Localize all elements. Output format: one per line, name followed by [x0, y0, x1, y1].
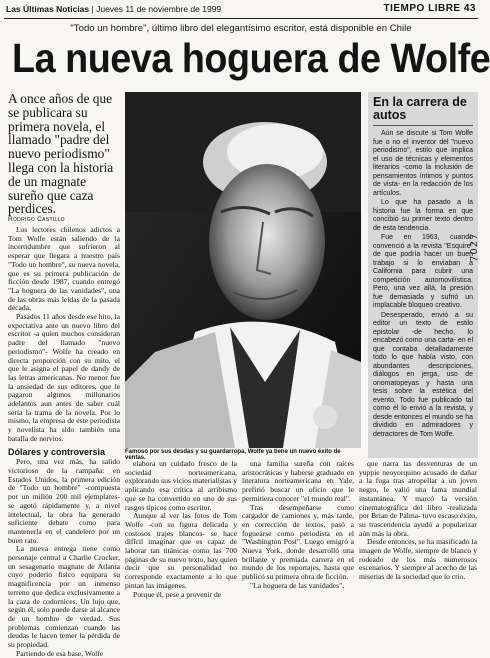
paragraph: Desde entonces, se ha masificado la imagen de Wolfe, siempre de blanco y rodeado de los más numerosos escenarios. Y siempre al acecho de las miserias de la sociedad que lo crio.	[359, 537, 477, 582]
paragraph: elabora un cuidado fresco de la sociedad norteamericana, explorando sus vicios materialistas y aplicando esa crítica al arribismo que se ha convertido en uno de sus rasgos típicos como escritor.	[125, 459, 237, 512]
sidebar-paragraph: Desesperado, envió a su editor un texto de estilo epistolar -de hecho, lo encabezó como una carta- en el que contaba detalladamente todo lo que había visto, con abundantes descripciones, diálogos en jerga, uso de onomatopeyas y hasta una tesis sobre la estética del evento. Todo fue publicado tal como él lo envió a la revista, y desde entonces el mundo se ha dividido en admiradores y detractores de Tom Wolfe.	[373, 311, 474, 438]
page-header	[4, 3, 478, 19]
photo-caption: Famoso por sus desdas y su guardarropa, Wolfe ya tiene un nuevo éxito de ventas.	[125, 449, 341, 461]
sidebar-paragraph: Aún se discute si Tom Wolfe fue o no el inventor del "nuevo periodismo", estilo que implica el uso de técnicas y elementos literarios -como la inclusión de pensamientos íntimos y puntos de vista- en la redacción de los artículos.	[373, 130, 473, 197]
sidebar-title: En la carrera de autos	[373, 96, 473, 126]
headline: La nueva hoguera de Wolfe	[12, 35, 490, 81]
paragraph: que narra las desventuras de un yuppie neoyorquino acusado de dañar a la fuga tras atropellar a un joven negro, le valió una fama mundial instantánea. Y marcó la versión cinematográfica del libro -realizada por Brian de Palma- tuvo escaso éxito, su trascendencia ayudó a popularizar aún más la obra.	[359, 459, 477, 538]
paragraph: Tras desempeñarse como cargador de camiones y, más tarde, en corrección de textos, pasó a fogueárse como periodista en el "Washington Post". Luego emigró a Nueva York, donde desarrolló una brillante y premiada carrera en el mundo de los reportajes, hasta que publicó su primera obra de ficción.	[242, 502, 354, 582]
sidebar-paragraph: Fue en 1963, cuando convenció a la revista "Esquire" de que podría hacer un buen trabajo si lo enviaban a California para cubrir una competición automovilística. Pero, una vez allá, la presión fue demasiada y sufrió un implacable bloqueo creativo.	[373, 234, 473, 309]
section-name: TIEMPO LIBRE	[383, 3, 461, 14]
paragraph: Los lectores chilenos adictos a Tom Wolfe están saliendo de la incertidumbre que sufrieron al esperar que llegara a nuestro país "Todo un hombre", su nueva novela, que es su primera publicación de ficción desde 1987, cuando entregó "La hoguera de las vanidades", una de las obras más leídas de la pasada década.	[8, 225, 120, 313]
paragraph: Aunque al ver las fotos de Tom Wolfe -con su figura delicada y costosos trajes blancos- se hace difícil imaginar que es capaz de laborar tan titánicas como las 700 páginas de su nuevo texto, hay quien decir que su personalidad no corresponde exactamente a lo que pintan las imágenes.	[125, 511, 237, 590]
handwritten-margin-note: 7027	[469, 232, 480, 262]
author-photo	[125, 92, 361, 448]
page-number: 43	[463, 3, 476, 14]
paragraph: Porque él, pese a provenir de	[133, 589, 222, 599]
paragraph: Pero, una vez más, ha salido victorioso de la campaña: en Estados Unidos, la primera edición de "Todo un hombre" -compuesta por un millón 200 mil ejemplares- se agotó rápidamente y, a nivel intelectual, la obra ha generado suficiente debate como para mantenerla en el candelero por un buen rato.	[8, 457, 120, 545]
article-column-3	[242, 460, 354, 591]
issue-date: | Jueves 11 de noviembre de 1999	[91, 4, 222, 14]
article-column-1	[8, 226, 120, 658]
deck: A once años de que se publicara su primera novela, el llamado "padre del nuevo periodismo" llega con la historia de un magnate sureño que caza perdices.	[8, 91, 114, 217]
byline: Rodrigo Castillo	[8, 216, 65, 223]
kicker: "Todo un hombre", último libro del elegantísimo escritor, está disponible en Chile	[70, 23, 412, 34]
publication-name: Las Últimas Noticias	[6, 4, 90, 14]
paragraph: una familia sureña con raíces aristocráticas y haberse graduado en literatura norteamericana en Yale, prefirió buscar un oficio que le permitiera conocer "el mundo real".	[242, 459, 354, 503]
sidebar-paragraph: Lo que ha pasado a la historia fue la forma en que concibió su primer texto dentro de esta tendencia.	[373, 199, 473, 232]
subhead: Dólares y controversia	[8, 446, 106, 457]
paragraph: Pasados 11 años desde ese hito, la expectativa ante un nuevo libro del escritor -a quien muchos consideran padre del llamado "nuevo periodismo"- Wolfe ha creado en directa proporción con su mito, el que le asigna el papel de dandy de las letras americanas. No menor fue la ansiedad de sus editores, que le pagaron algunos millonarios adelantos aun antes de saber cuál sería la trama de la novela. Por lo mismo, la empresa de este periodista y novelista ha sido también una batalla de nervios.	[8, 312, 120, 443]
article-column-2	[125, 460, 237, 599]
paragraph: "La hoguera de las vanidades",	[250, 580, 345, 590]
sidebar-body	[373, 130, 473, 439]
section-header	[383, 3, 476, 14]
paragraph: Partiendo de esa base, Wolfe	[16, 648, 104, 658]
portrait-image	[125, 92, 361, 448]
sidebar-box	[368, 92, 478, 458]
publication-line	[6, 4, 221, 14]
article-column-4	[359, 460, 477, 582]
paragraph: La nueva entrega tiene como personaje central a Charlie Crocker, un sesagenario magnate de Atlanta cuyo poderío fisico equipara su magnificencia por un inmenso terreno que dedica exclusivamente a la caza de codornices. Un lujo que, según él, solo puede darse al alcance de un hombre de verdad. Sus problemas comienzan cuando las deudas le hacen temer la pérdida de su propiedad.	[8, 544, 120, 650]
